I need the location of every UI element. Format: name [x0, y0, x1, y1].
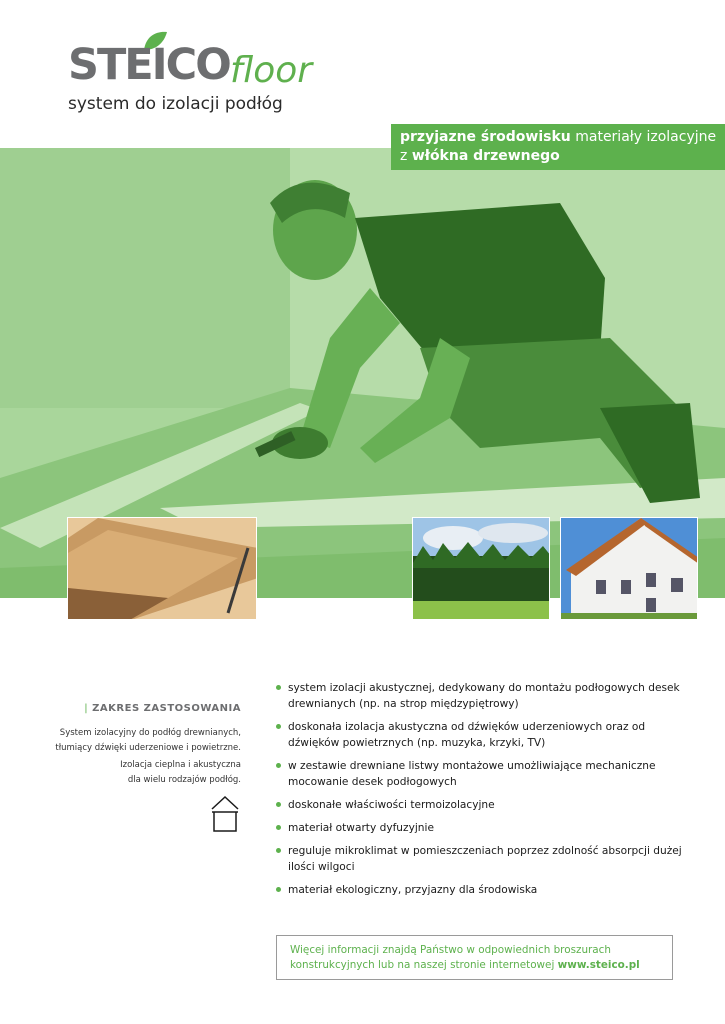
sidebar-p2-line1: Izolacja cieplna i akustyczna [120, 760, 241, 770]
feature-item: materiał otwarty dyfuzyjnie [276, 820, 686, 836]
banner-bold-1: przyjazne środowisku [400, 129, 571, 145]
feature-item: doskonałe właściwości termoizolacyjne [276, 797, 686, 813]
banner-line-2 [400, 147, 725, 166]
heading-text: ZAKRES ZASTOSOWANIA [92, 703, 241, 714]
feature-item: w zestawie drewniane listwy montażowe umożliwiające mechaniczne mocowanie desek podłogowych [276, 758, 686, 790]
info-line-1: Więcej informacji znajdą Państwo w odpowiednich broszurach [290, 944, 611, 956]
banner-text-2: z [400, 148, 412, 164]
logo-floor-text: floor [230, 50, 313, 91]
sidebar-p2-line2: dla wielu rodzajów podłóg. [127, 775, 241, 785]
info-line-2 [290, 958, 672, 973]
house-outline-icon [210, 795, 240, 833]
info-line-2-text: konstrukcyjnych lub na naszej stronie internetowej [290, 959, 558, 971]
banner-text-1: materiały izolacyjne [570, 129, 717, 145]
thumb-forest [412, 517, 550, 620]
application-scope-heading [84, 703, 241, 714]
eco-banner [391, 124, 725, 170]
sidebar-p1-line1: System izolacyjny do podłóg drewnianych, [59, 728, 241, 738]
feature-list [276, 680, 686, 905]
sidebar-paragraph-1 [11, 726, 241, 756]
feature-item: materiał ekologiczny, przyjazny dla środowiska [276, 882, 686, 898]
feature-item: system izolacji akustycznej, dedykowany do montażu podłogowych desek drewnianych (np. na strop międzypiętrowy) [276, 680, 686, 712]
website-link[interactable]: www.steico.pl [557, 959, 640, 971]
thumb-fiberboard [67, 517, 257, 620]
feature-item: reguluje mikroklimat w pomieszczeniach poprzez zdolność absorpcji dużej ilości wilgoci [276, 843, 686, 875]
more-info-box [276, 935, 673, 980]
banner-line-1 [400, 128, 725, 147]
logo-steico-text: STEICO [68, 40, 230, 90]
sidebar-paragraph-2 [11, 758, 241, 788]
sidebar-p1-line2: tłumiący dźwięki uderzeniowe i powietrzne. [55, 743, 241, 753]
heading-bar: | [84, 703, 89, 714]
banner-bold-2: włókna drzewnego [411, 148, 560, 164]
thumb-house [560, 517, 698, 620]
feature-item: doskonała izolacja akustyczna od dźwięków uderzeniowych oraz od dźwięków powietrznych (np. muzyka, krzyki, TV) [276, 719, 686, 751]
tagline: system do izolacji podłóg [68, 94, 283, 114]
